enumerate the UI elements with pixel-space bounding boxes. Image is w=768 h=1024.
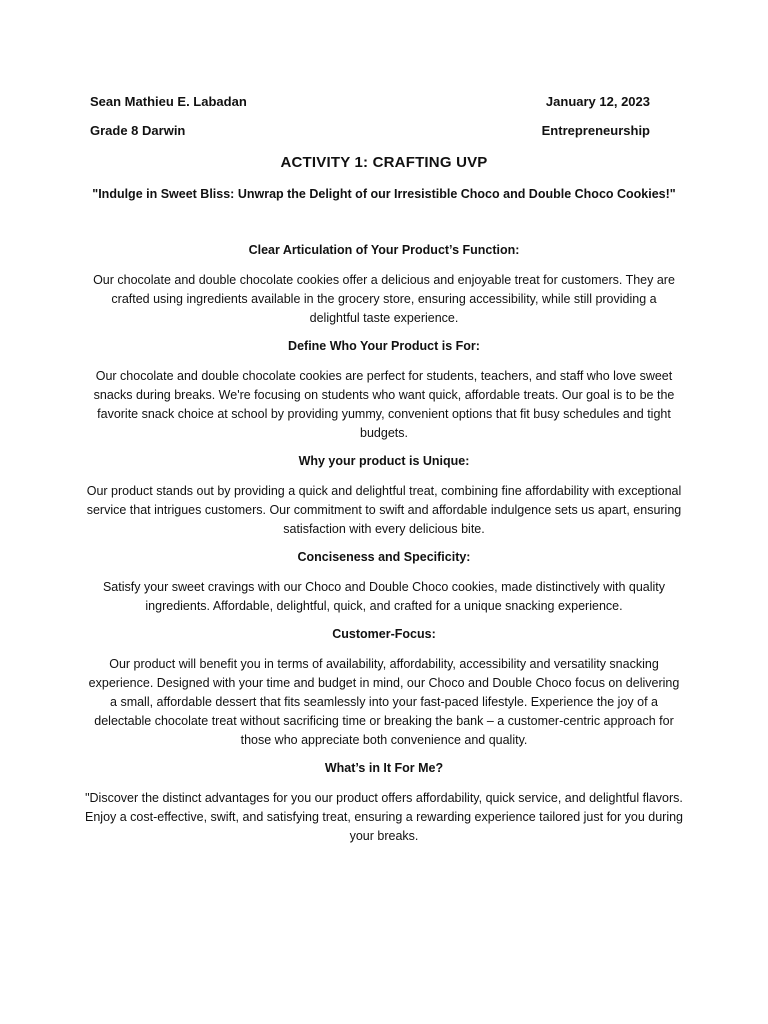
section-heading: Customer-Focus: <box>332 627 436 641</box>
header-row-grade-subject <box>90 123 650 139</box>
section-conciseness <box>85 549 683 616</box>
subject-name: Entrepreneurship <box>541 123 650 138</box>
section-body: Satisfy your sweet cravings with our Choco and Double Choco cookies, made distinctively with quality ingredients. Affordable, delightful, quick, and crafted for a unique snacking experience. <box>102 580 666 613</box>
grade-section: Grade 8 Darwin <box>90 123 186 138</box>
section-heading: Conciseness and Specificity: <box>297 550 471 564</box>
section-whats-in-it <box>85 760 683 846</box>
section-heading: Clear Articulation of Your Product’s Function: <box>248 243 520 257</box>
section-heading: What’s in It For Me? <box>324 761 444 775</box>
section-target-audience <box>85 338 683 443</box>
student-name: Sean Mathieu E. Labadan <box>90 94 247 109</box>
section-customer-focus <box>85 626 683 750</box>
document-date: January 12, 2023 <box>545 94 650 109</box>
section-heading: Why your product is Unique: <box>298 454 470 468</box>
product-tagline: "Indulge in Sweet Bliss: Unwrap the Delight of our Irresistible Choco and Double Choco Cookies!" <box>92 187 676 201</box>
uvp-sections <box>85 242 683 856</box>
section-body: Our product stands out by providing a quick and delightful treat, combining fine affordability with exceptional service that intrigues customers. Our commitment to swift and affordable indulgence sets us apart, ensuring satisfaction with every delicious bite. <box>86 484 682 536</box>
section-product-function <box>85 242 683 328</box>
section-body: Our chocolate and double chocolate cookies offer a delicious and enjoyable treat for customers. They are crafted using ingredients available in the grocery store, ensuring accessibility, while still providing a delightful taste experience. <box>93 273 675 325</box>
section-body: Our chocolate and double chocolate cookies are perfect for students, teachers, and staff who love sweet snacks during breaks. We're focusing on students who want quick, affordable treats. Our goal is to be the favorite snack choice at school by providing yummy, convenient options that fit busy schedules and tight budgets. <box>93 369 675 440</box>
section-body: "Discover the distinct advantages for you our product offers affordability, quick service, and delightful flavors. Enjoy a cost-effective, swift, and satisfying treat, ensuring a rewarding experience tailored just for you during your breaks. <box>85 791 683 843</box>
section-body: Our product will benefit you in terms of availability, affordability, accessibility and versatility snacking experience. Designed with your time and budget in mind, our Choco and Double Choco focus on delivering a small, affordable dessert that fits seamlessly into your fast-paced lifestyle. Experience the joy of a delectable chocolate treat without sacrificing time or breaking the bank – a customer-centric approach for those who appreciate both convenience and quality. <box>88 657 680 747</box>
section-heading: Define Who Your Product is For: <box>288 339 480 353</box>
header-row-name-date <box>90 94 650 110</box>
section-uniqueness <box>85 453 683 539</box>
document-title: ACTIVITY 1: CRAFTING UVP <box>280 154 488 171</box>
